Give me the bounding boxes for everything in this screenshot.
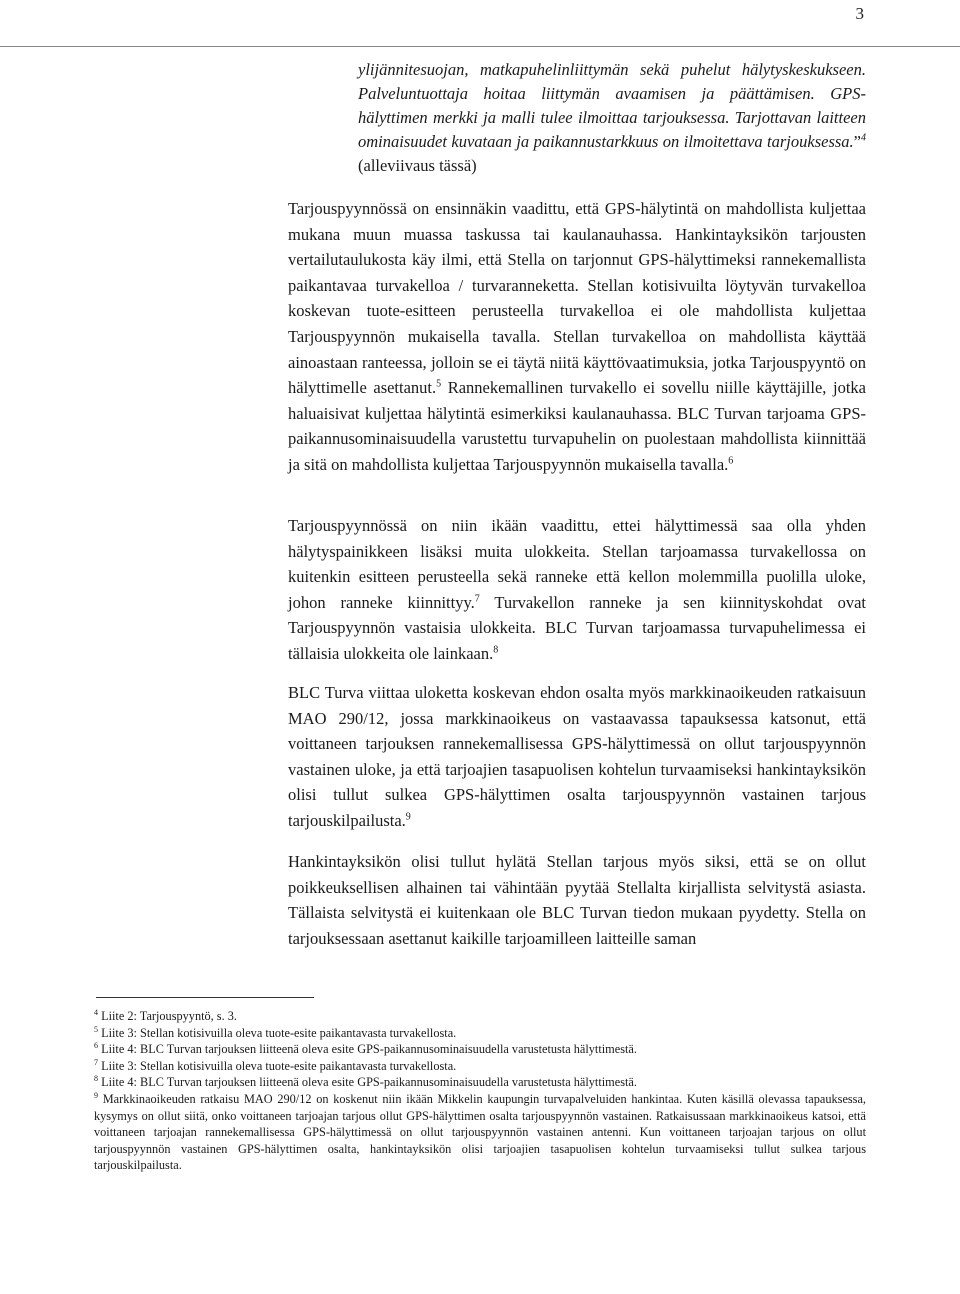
footnote-ref-6[interactable]: 6 — [728, 455, 734, 467]
footnote-number: 4 — [94, 1007, 98, 1017]
footnote-4 — [94, 1008, 866, 1025]
footnote-ref-5[interactable]: 5 — [436, 378, 442, 390]
footnote-separator — [96, 997, 314, 998]
footnote-text: Liite 4: BLC Turvan tarjouksen liitteenä oleva esite GPS-paikannusominaisuudella varustetusta hälyttimestä. — [101, 1075, 637, 1090]
footnote-text: Liite 3: Stellan kotisivuilla oleva tuote-esite paikantavasta turvakellosta. — [101, 1058, 457, 1073]
footnote-ref-7[interactable]: 7 — [474, 593, 480, 605]
paragraph-2 — [288, 513, 866, 667]
footnote-5 — [94, 1025, 866, 1042]
footnote-6 — [94, 1041, 866, 1058]
paragraph-3-text: BLC Turva viittaa uloketta koskevan ehdon osalta myös markkinaoikeuden ratkaisuun MAO 290/12, jossa markkinaoikeus on vastaavassa tapauksessa katsonut, että voittaneen tarjouksen rannekemallisessa GPS-hälyttimessä on ollut tarjouspyynnön vastainen uloke, ja että tarjoajien tasapuolisen kohtelun turvaamiseksi hankintayksikön olisi tullut sulkea GPS-hälyttimen osalta tarjouspyynnön vastainen tarjous tarjouskilpailusta. — [288, 683, 866, 830]
paragraph-1-text-b: Rannekemallinen turvakello ei sovellu niille käyttäjille, jotka haluaisivat kuljettaa hälytintä esimerkiksi kaulanauhassa. BLC Turvan tarjoama GPS-paikannusominaisuudella varustettu turvapuhelin on puolestaan mahdollista kiinnittää ja sitä on mahdollista kuljettaa Tarjouspyynnön mukaisella tavalla. — [288, 378, 866, 474]
footnote-number: 9 — [94, 1090, 98, 1100]
quoted-requirement — [358, 58, 866, 178]
footnote-ref-9[interactable]: 9 — [405, 811, 411, 823]
paragraph-2-text-b: Turvakellon ranneke ja sen kiinnityskohdat ovat Tarjouspyynnön vastaisia ulokkeita. BLC Turvan tarjoamassa turvapuhelimessa ei tällaisia ulokkeita ole lainkaan. — [288, 592, 866, 663]
footnote-ref-8[interactable]: 8 — [493, 644, 499, 656]
footnote-9 — [94, 1091, 866, 1174]
paragraph-1-text-a: Tarjouspyynnössä on ensinnäkin vaadittu, että GPS-hälytintä on mahdollista kuljettaa mukana muun muassa taskussa tai kaulanauhassa. Hankintayksikön tarjousten vertailutaulukosta käy ilmi, että Stella on tarjonnut GPS-hälyttimeksi rannekemallista paikantavaa turvakelloa / turvaranneketta. Stellan kotisivuilta löytyvän turvakelloa koskevan tuote-esitteen perusteella turvakelloa ei ole mahdollista kuljettaa Tarjouspyynnön mukaisella tavalla. Stellan turvakelloa on mahdollista käyttää ainoastaan ranteessa, jolloin se ei täytä niitä käyttövaatimuksia, jotka Tarjouspyyntö on hälyttimelle asettanut. — [288, 199, 866, 398]
footnote-text: Liite 3: Stellan kotisivuilla oleva tuote-esite paikantavasta turvakellosta. — [101, 1025, 457, 1040]
footnote-number: 8 — [94, 1074, 98, 1084]
footnote-number: 6 — [94, 1041, 98, 1051]
quote-text: ylijännitesuojan, matkapuhelinliittymän sekä puhelut hälytyskeskukseen. Palveluntuottaja hoitaa liittymän avaamisen ja päättämisen. GPS- hälyttimen merkki ja malli tulee ilmoittaa tarjouksessa. Tarjottavan laitteen ominaisuudet kuvataan ja paikannustarkkuus on ilmoitettava tarjouksessa. — [358, 60, 866, 151]
quote-closing-mark: ” — [853, 132, 861, 151]
paragraph-4 — [288, 849, 866, 951]
paragraph-3 — [288, 680, 866, 834]
footnote-text: Liite 4: BLC Turvan tarjouksen liitteenä oleva esite GPS-paikannusominaisuudella varustetusta hälyttimestä. — [101, 1042, 637, 1057]
footnote-ref-4[interactable]: 4 — [861, 132, 866, 144]
paragraph-1 — [288, 196, 866, 478]
footnote-text: Markkinaoikeuden ratkaisu MAO 290/12 on koskenut niin ikään Mikkelin kaupungin turvapalveluiden hankintaa. Kuten käsillä olevassa tapauksessa, kysymys on ollut siitä, onko voittaneen tarjoajan tarjous ollut GPS-hälyttimen osalta tarjouspyynnön vastainen. Ratkaisussaan markkinaoikeus katsoi, että voittaneen tarjoajan rannekemallisessa GPS-hälyttimessä on ollut tarjouspyynnön vastainen antenni. Kun voittaneen tarjoajan tarjous on ollut tarjouspyynnön vastainen GPS-hälyttimen osalta, hankintayksikön olisi tarjoajien tasapuolisen kohtelun turvaamiseksi tullut sulkea tarjous tarjouskilpailusta. — [94, 1091, 866, 1173]
quote-suffix: (alleviivaus tässä) — [358, 156, 477, 175]
paragraph-2-text-a: Tarjouspyynnössä on niin ikään vaadittu, ettei hälyttimessä saa olla yhden hälytyspainikkeen lisäksi muita ulokkeita. Stellan tarjoamassa turvakellossa on kuitenkin esitteen perusteella sekä ranneke että kellon molemmilla puolilla uloke, johon ranneke kiinnittyy. — [288, 516, 866, 612]
footnote-8 — [94, 1074, 866, 1091]
footnote-7 — [94, 1058, 866, 1075]
header-rule — [0, 46, 960, 47]
footnotes-list — [94, 1008, 866, 1174]
page-number: 3 — [855, 4, 864, 23]
footnote-number: 7 — [94, 1057, 98, 1067]
paragraph-4-text: Hankintayksikön olisi tullut hylätä Stellan tarjous myös siksi, että se on ollut poikkeuksellisen alhainen tai vähintään pyytää Stellalta kirjallista selvitystä asiasta. Tällaista selvitystä ei kuitenkaan ole BLC Turvan tiedon mukaan pyydetty. Stella on tarjouksessaan asettanut kaikille tarjoamilleen laitteille saman — [288, 852, 866, 948]
footnote-text: Liite 2: Tarjouspyyntö, s. 3. — [101, 1009, 237, 1023]
footnote-number: 5 — [94, 1024, 98, 1034]
